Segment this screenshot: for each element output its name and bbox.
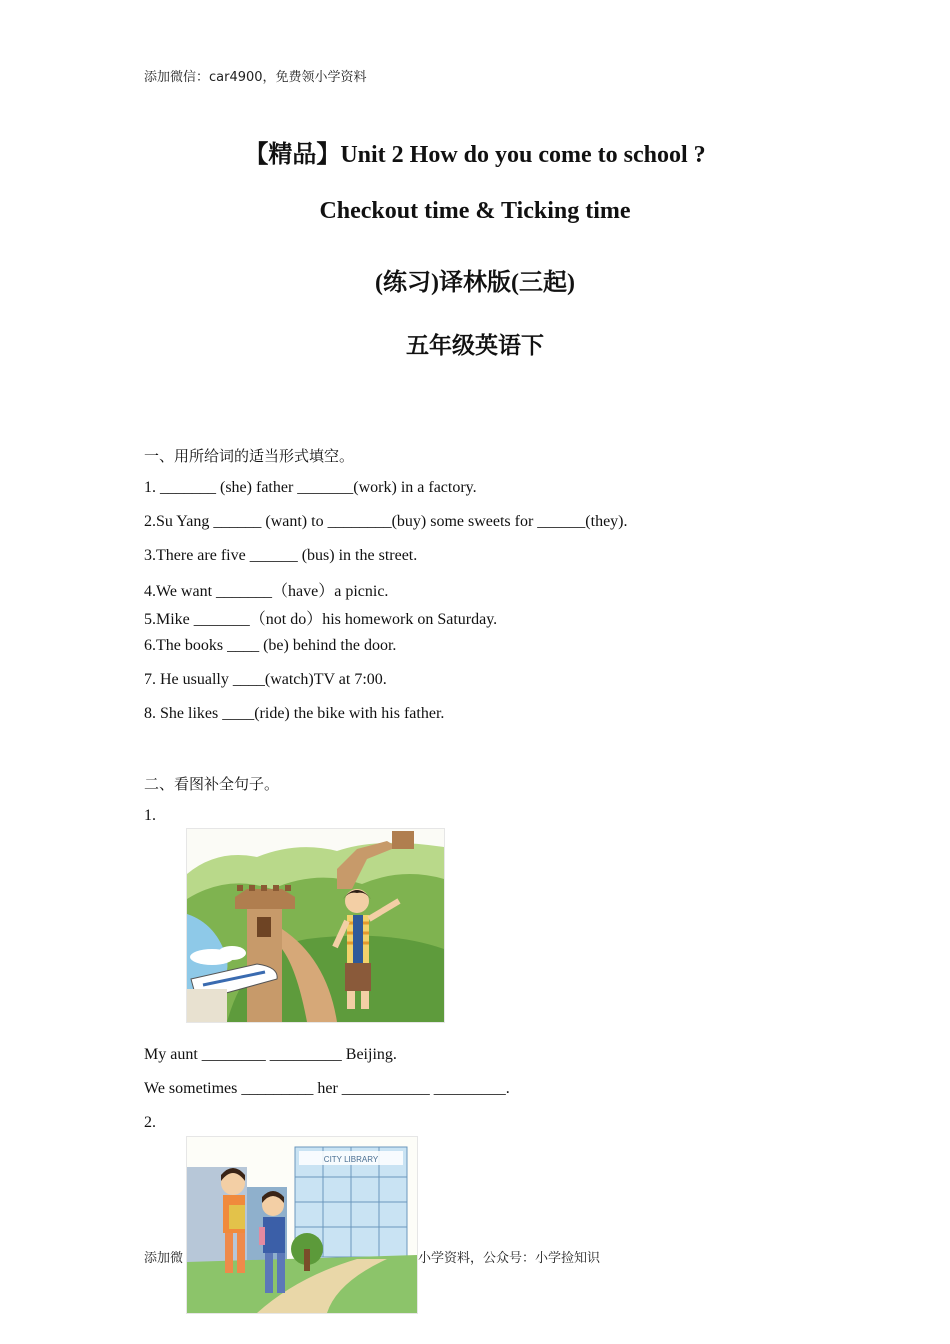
exercise-item-2: 2.Su Yang ______ (want) to ________(buy) some sweets for ______(they). xyxy=(144,513,628,530)
question-2-number: 2. xyxy=(144,1114,156,1131)
question-1-sentence-1: My aunt ________ _________ Beijing. xyxy=(144,1046,397,1063)
title-line-1: 【精品】Unit 2 How do you come to school ? xyxy=(244,142,706,168)
footer-note-left: 添加微 xyxy=(144,1251,184,1266)
footer-note-right: 小学资料，公众号：小学捡知识 xyxy=(418,1251,601,1266)
exercise-item-3: 3.There are five ______ (bus) in the street. xyxy=(144,547,418,564)
great-wall-icon xyxy=(187,829,444,1022)
question-1-sentence-2: We sometimes _________ her ___________ _________. xyxy=(144,1080,510,1097)
exercise-item-8: 8. She likes ____(ride) the bike with his father. xyxy=(144,705,445,722)
exercise-item-6: 6.The books ____ (be) behind the door. xyxy=(144,637,397,654)
library-icon xyxy=(187,1137,417,1313)
title-line-3: (练习)译林版(三起) xyxy=(375,270,575,296)
exercise-item-4: 4.We want _______（have）a picnic. xyxy=(144,583,389,600)
question-1-number: 1. xyxy=(144,807,156,824)
great-wall-illustration xyxy=(186,828,445,1023)
library-sign: CITY LIBRARY xyxy=(323,1155,379,1164)
section-2-heading: 二、看图补全句子。 xyxy=(144,775,280,793)
exercise-item-5: 5.Mike _______（not do）his homework on Saturday. xyxy=(144,611,498,628)
title-line-2: Checkout time & Ticking time xyxy=(319,198,631,224)
section-1-heading: 一、用所给词的适当形式填空。 xyxy=(144,447,355,465)
exercise-item-7: 7. He usually ____(watch)TV at 7:00. xyxy=(144,671,387,688)
header-note: 添加微信：car4900，免费领小学资料 xyxy=(144,70,367,85)
library-illustration xyxy=(186,1136,418,1314)
exercise-item-1: 1. _______ (she) father _______(work) in a factory. xyxy=(144,479,477,496)
title-line-4: 五年级英语下 xyxy=(406,333,544,359)
